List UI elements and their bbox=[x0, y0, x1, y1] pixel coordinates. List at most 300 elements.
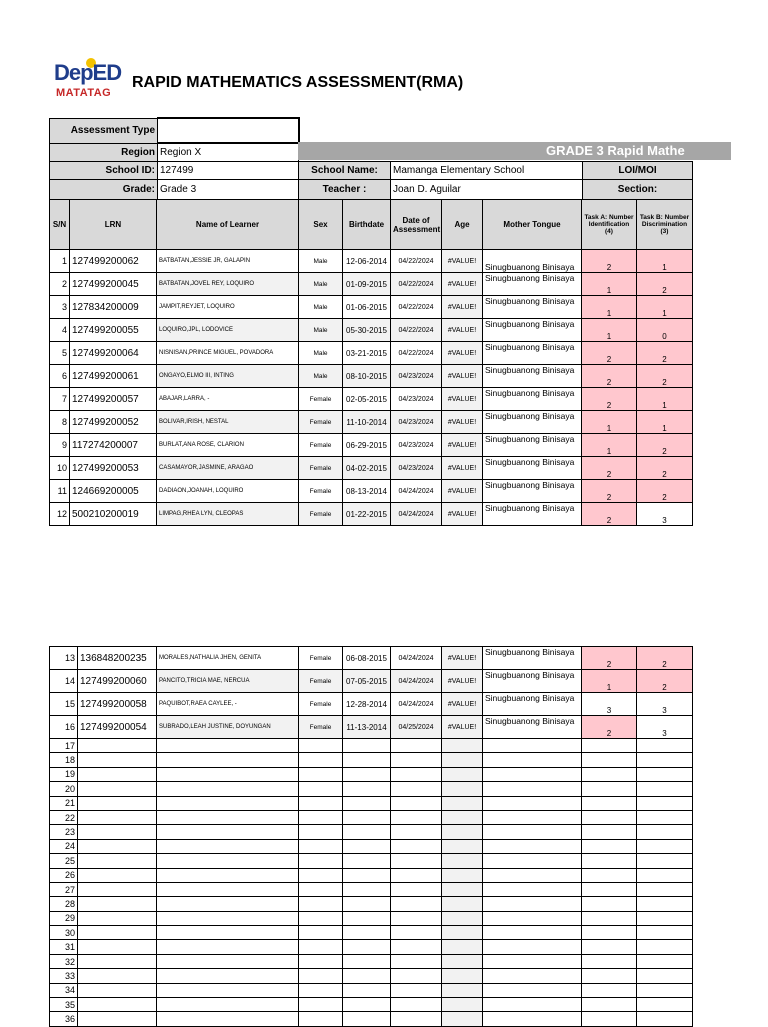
task-a-cell[interactable]: 1 bbox=[582, 434, 637, 457]
task-a-cell[interactable]: 2 bbox=[582, 647, 637, 670]
mother-tongue-cell[interactable]: Sinugbuanong Binisaya bbox=[483, 457, 582, 480]
date-cell[interactable]: 04/22/2024 bbox=[391, 273, 442, 296]
lrn-cell[interactable] bbox=[78, 753, 157, 767]
date-cell[interactable] bbox=[391, 882, 442, 896]
birthdate-cell[interactable] bbox=[343, 882, 391, 896]
task-b-cell[interactable] bbox=[637, 825, 693, 839]
date-cell[interactable]: 04/24/2024 bbox=[391, 693, 442, 716]
table-row bbox=[50, 457, 693, 480]
lrn-cell[interactable] bbox=[78, 810, 157, 824]
task-a-cell[interactable] bbox=[582, 954, 637, 968]
name-cell[interactable]: PANCITO,TRICIA MAE, NERCUA bbox=[157, 670, 299, 693]
name-cell[interactable] bbox=[157, 854, 299, 868]
date-cell[interactable] bbox=[391, 796, 442, 810]
date-cell[interactable] bbox=[391, 954, 442, 968]
sex-cell[interactable]: Male bbox=[299, 296, 343, 319]
task-a-cell[interactable] bbox=[582, 1012, 637, 1026]
birthdate-cell[interactable]: 06-08-2015 bbox=[343, 647, 391, 670]
task-a-cell[interactable]: 2 bbox=[582, 716, 637, 739]
task-a-cell[interactable] bbox=[582, 983, 637, 997]
mother-tongue-cell[interactable] bbox=[483, 739, 582, 753]
birthdate-cell[interactable]: 11-13-2014 bbox=[343, 716, 391, 739]
date-cell[interactable]: 04/23/2024 bbox=[391, 388, 442, 411]
mother-tongue-cell[interactable] bbox=[483, 926, 582, 940]
task-b-cell[interactable]: 1 bbox=[637, 411, 693, 434]
birthdate-cell[interactable]: 12-06-2014 bbox=[343, 250, 391, 273]
task-b-cell[interactable]: 1 bbox=[637, 296, 693, 319]
sex-cell[interactable] bbox=[299, 767, 343, 781]
sex-cell[interactable]: Female bbox=[299, 716, 343, 739]
mother-tongue-cell[interactable] bbox=[483, 753, 582, 767]
sex-cell[interactable] bbox=[299, 854, 343, 868]
sex-cell[interactable] bbox=[299, 739, 343, 753]
date-cell[interactable] bbox=[391, 998, 442, 1012]
date-cell[interactable]: 04/24/2024 bbox=[391, 647, 442, 670]
name-cell[interactable]: LIMPAG,RHEA LYN, CLEOPAS bbox=[157, 503, 299, 526]
birthdate-cell[interactable] bbox=[343, 854, 391, 868]
mother-tongue-cell[interactable] bbox=[483, 954, 582, 968]
date-cell[interactable] bbox=[391, 782, 442, 796]
task-b-cell[interactable]: 2 bbox=[637, 342, 693, 365]
lrn-cell[interactable]: 127499200052 bbox=[70, 411, 157, 434]
lrn-cell[interactable] bbox=[78, 882, 157, 896]
date-cell[interactable]: 04/23/2024 bbox=[391, 365, 442, 388]
date-cell[interactable] bbox=[391, 753, 442, 767]
lrn-cell[interactable] bbox=[78, 940, 157, 954]
mother-tongue-cell[interactable]: Sinugbuanong Binisaya bbox=[483, 365, 582, 388]
birthdate-cell[interactable] bbox=[343, 753, 391, 767]
mother-tongue-cell[interactable] bbox=[483, 839, 582, 853]
sex-cell[interactable]: Male bbox=[299, 342, 343, 365]
mother-tongue-cell[interactable]: Sinugbuanong Binisaya bbox=[483, 296, 582, 319]
task-a-cell[interactable] bbox=[582, 739, 637, 753]
mother-tongue-cell[interactable]: Sinugbuanong Binisaya bbox=[483, 319, 582, 342]
birthdate-cell[interactable]: 01-09-2015 bbox=[343, 273, 391, 296]
task-a-cell[interactable]: 2 bbox=[582, 480, 637, 503]
lrn-cell[interactable] bbox=[78, 954, 157, 968]
task-a-cell[interactable] bbox=[582, 868, 637, 882]
birthdate-cell[interactable] bbox=[343, 954, 391, 968]
birthdate-cell[interactable] bbox=[343, 739, 391, 753]
lrn-cell[interactable]: 127499200061 bbox=[70, 365, 157, 388]
task-a-cell[interactable]: 3 bbox=[582, 693, 637, 716]
date-cell[interactable]: 04/25/2024 bbox=[391, 716, 442, 739]
task-a-cell[interactable] bbox=[582, 767, 637, 781]
name-cell[interactable]: LOQUIRO,JPL, LODOVICE bbox=[157, 319, 299, 342]
sex-cell[interactable]: Female bbox=[299, 480, 343, 503]
birthdate-cell[interactable]: 08-10-2015 bbox=[343, 365, 391, 388]
sex-cell[interactable] bbox=[299, 782, 343, 796]
lrn-cell[interactable] bbox=[78, 839, 157, 853]
task-b-cell[interactable] bbox=[637, 810, 693, 824]
region-value[interactable]: Region X bbox=[158, 143, 299, 161]
mother-tongue-cell[interactable] bbox=[483, 854, 582, 868]
lrn-cell[interactable] bbox=[78, 897, 157, 911]
name-cell[interactable]: ABAJAR,LARRA, - bbox=[157, 388, 299, 411]
lrn-cell[interactable] bbox=[78, 998, 157, 1012]
mother-tongue-cell[interactable]: Sinugbuanong Binisaya bbox=[483, 434, 582, 457]
name-cell[interactable] bbox=[157, 810, 299, 824]
task-b-cell[interactable] bbox=[637, 796, 693, 810]
task-a-cell[interactable] bbox=[582, 796, 637, 810]
task-b-cell[interactable]: 3 bbox=[637, 503, 693, 526]
birthdate-cell[interactable] bbox=[343, 911, 391, 925]
birthdate-cell[interactable] bbox=[343, 940, 391, 954]
date-cell[interactable]: 04/22/2024 bbox=[391, 319, 442, 342]
name-cell[interactable]: CASAMAYOR,JASMINE, ARAGAO bbox=[157, 457, 299, 480]
task-a-cell[interactable]: 1 bbox=[582, 273, 637, 296]
sex-cell[interactable] bbox=[299, 753, 343, 767]
task-a-cell[interactable] bbox=[582, 969, 637, 983]
assessment-type-value[interactable] bbox=[158, 118, 299, 143]
mother-tongue-cell[interactable] bbox=[483, 911, 582, 925]
mother-tongue-cell[interactable] bbox=[483, 998, 582, 1012]
name-cell[interactable] bbox=[157, 926, 299, 940]
lrn-cell[interactable] bbox=[78, 983, 157, 997]
mother-tongue-cell[interactable] bbox=[483, 969, 582, 983]
mother-tongue-cell[interactable] bbox=[483, 810, 582, 824]
lrn-cell[interactable] bbox=[78, 854, 157, 868]
task-b-cell[interactable]: 3 bbox=[637, 716, 693, 739]
task-a-cell[interactable] bbox=[582, 882, 637, 896]
date-cell[interactable] bbox=[391, 911, 442, 925]
mother-tongue-cell[interactable] bbox=[483, 825, 582, 839]
date-cell[interactable] bbox=[391, 739, 442, 753]
name-cell[interactable]: BOLIVAR,IRISH, NESTAL bbox=[157, 411, 299, 434]
mother-tongue-cell[interactable]: Sinugbuanong Binisaya bbox=[483, 342, 582, 365]
task-a-cell[interactable]: 1 bbox=[582, 411, 637, 434]
date-cell[interactable]: 04/23/2024 bbox=[391, 434, 442, 457]
mother-tongue-cell[interactable] bbox=[483, 1012, 582, 1026]
lrn-cell[interactable]: 127499200055 bbox=[70, 319, 157, 342]
date-cell[interactable] bbox=[391, 983, 442, 997]
mother-tongue-cell[interactable]: Sinugbuanong Binisaya bbox=[483, 716, 582, 739]
date-cell[interactable] bbox=[391, 868, 442, 882]
birthdate-cell[interactable] bbox=[343, 839, 391, 853]
name-cell[interactable] bbox=[157, 998, 299, 1012]
school-name-value[interactable]: Mamanga Elementary School bbox=[391, 161, 583, 179]
birthdate-cell[interactable]: 02-05-2015 bbox=[343, 388, 391, 411]
birthdate-cell[interactable]: 04-02-2015 bbox=[343, 457, 391, 480]
birthdate-cell[interactable] bbox=[343, 767, 391, 781]
task-a-cell[interactable]: 2 bbox=[582, 503, 637, 526]
date-cell[interactable]: 04/22/2024 bbox=[391, 250, 442, 273]
sex-cell[interactable] bbox=[299, 998, 343, 1012]
task-a-cell[interactable] bbox=[582, 825, 637, 839]
name-cell[interactable] bbox=[157, 940, 299, 954]
task-b-cell[interactable]: 1 bbox=[637, 250, 693, 273]
sex-cell[interactable]: Female bbox=[299, 670, 343, 693]
birthdate-cell[interactable] bbox=[343, 998, 391, 1012]
birthdate-cell[interactable]: 08-13-2014 bbox=[343, 480, 391, 503]
task-a-cell[interactable]: 1 bbox=[582, 670, 637, 693]
task-a-cell[interactable]: 2 bbox=[582, 457, 637, 480]
task-b-cell[interactable]: 2 bbox=[637, 457, 693, 480]
name-cell[interactable] bbox=[157, 739, 299, 753]
birthdate-cell[interactable]: 05-30-2015 bbox=[343, 319, 391, 342]
task-a-cell[interactable]: 2 bbox=[582, 365, 637, 388]
lrn-cell[interactable]: 127499200045 bbox=[70, 273, 157, 296]
task-b-cell[interactable] bbox=[637, 1012, 693, 1026]
mother-tongue-cell[interactable] bbox=[483, 782, 582, 796]
sex-cell[interactable]: Male bbox=[299, 250, 343, 273]
task-a-cell[interactable]: 2 bbox=[582, 342, 637, 365]
age-cell: #VALUE! bbox=[442, 296, 483, 319]
birthdate-cell[interactable]: 11-10-2014 bbox=[343, 411, 391, 434]
task-b-cell[interactable]: 1 bbox=[637, 388, 693, 411]
task-b-cell[interactable] bbox=[637, 882, 693, 896]
date-cell[interactable]: 04/23/2024 bbox=[391, 457, 442, 480]
name-cell[interactable] bbox=[157, 882, 299, 896]
task-a-cell[interactable] bbox=[582, 926, 637, 940]
lrn-cell[interactable] bbox=[78, 825, 157, 839]
name-cell[interactable]: BATBATAN,JOVEL REY, LOQUIRO bbox=[157, 273, 299, 296]
birthdate-cell[interactable] bbox=[343, 1012, 391, 1026]
birthdate-cell[interactable] bbox=[343, 926, 391, 940]
mother-tongue-cell[interactable]: Sinugbuanong Binisaya bbox=[483, 388, 582, 411]
name-cell[interactable] bbox=[157, 753, 299, 767]
task-a-cell[interactable]: 1 bbox=[582, 296, 637, 319]
task-a-cell[interactable] bbox=[582, 854, 637, 868]
mother-tongue-cell[interactable]: Sinugbuanong Binisaya bbox=[483, 670, 582, 693]
mother-tongue-cell[interactable] bbox=[483, 767, 582, 781]
name-cell[interactable] bbox=[157, 839, 299, 853]
sex-cell[interactable] bbox=[299, 882, 343, 896]
sex-cell[interactable] bbox=[299, 1012, 343, 1026]
name-cell[interactable] bbox=[157, 825, 299, 839]
lrn-cell[interactable]: 127499200060 bbox=[78, 670, 157, 693]
date-cell[interactable] bbox=[391, 767, 442, 781]
lrn-cell[interactable] bbox=[78, 782, 157, 796]
lrn-cell[interactable] bbox=[78, 969, 157, 983]
birthdate-cell[interactable] bbox=[343, 983, 391, 997]
task-b-cell[interactable]: 2 bbox=[637, 434, 693, 457]
task-a-cell[interactable]: 2 bbox=[582, 388, 637, 411]
sex-cell[interactable] bbox=[299, 868, 343, 882]
date-cell[interactable] bbox=[391, 839, 442, 853]
birthdate-cell[interactable] bbox=[343, 868, 391, 882]
date-cell[interactable] bbox=[391, 969, 442, 983]
task-b-cell[interactable] bbox=[637, 954, 693, 968]
name-cell[interactable]: ONGAYO,ELMO III, INTING bbox=[157, 365, 299, 388]
lrn-cell[interactable] bbox=[78, 911, 157, 925]
sn-cell: 18 bbox=[50, 753, 78, 767]
task-a-cell[interactable] bbox=[582, 940, 637, 954]
task-a-cell[interactable]: 1 bbox=[582, 319, 637, 342]
task-b-cell[interactable] bbox=[637, 926, 693, 940]
sex-cell[interactable] bbox=[299, 810, 343, 824]
sex-cell[interactable] bbox=[299, 911, 343, 925]
lrn-cell[interactable] bbox=[78, 926, 157, 940]
sex-cell[interactable] bbox=[299, 825, 343, 839]
lrn-cell[interactable]: 136848200235 bbox=[78, 647, 157, 670]
lrn-cell[interactable]: 127499200053 bbox=[70, 457, 157, 480]
date-cell[interactable]: 04/22/2024 bbox=[391, 342, 442, 365]
sex-cell[interactable]: Female bbox=[299, 647, 343, 670]
sex-cell[interactable] bbox=[299, 969, 343, 983]
birthdate-cell[interactable]: 01-06-2015 bbox=[343, 296, 391, 319]
mother-tongue-cell[interactable] bbox=[483, 983, 582, 997]
task-a-cell[interactable] bbox=[582, 753, 637, 767]
sex-cell[interactable] bbox=[299, 954, 343, 968]
task-b-cell[interactable]: 2 bbox=[637, 365, 693, 388]
sex-cell[interactable]: Male bbox=[299, 273, 343, 296]
lrn-cell[interactable]: 127499200058 bbox=[78, 693, 157, 716]
task-b-cell[interactable]: 2 bbox=[637, 647, 693, 670]
lrn-cell[interactable] bbox=[78, 739, 157, 753]
birthdate-cell[interactable] bbox=[343, 897, 391, 911]
birthdate-cell[interactable] bbox=[343, 969, 391, 983]
task-b-cell[interactable] bbox=[637, 854, 693, 868]
task-b-cell[interactable] bbox=[637, 753, 693, 767]
mother-tongue-cell[interactable]: Sinugbuanong Binisaya bbox=[483, 273, 582, 296]
school-id-value[interactable]: 127499 bbox=[158, 161, 299, 179]
name-cell[interactable]: BURLAT,ANA ROSE, CLARION bbox=[157, 434, 299, 457]
mother-tongue-cell[interactable] bbox=[483, 868, 582, 882]
task-b-cell[interactable] bbox=[637, 839, 693, 853]
name-cell[interactable] bbox=[157, 767, 299, 781]
birthdate-cell[interactable] bbox=[343, 796, 391, 810]
lrn-cell[interactable]: 127499200054 bbox=[78, 716, 157, 739]
name-cell[interactable] bbox=[157, 911, 299, 925]
date-cell[interactable] bbox=[391, 810, 442, 824]
task-a-cell[interactable] bbox=[582, 782, 637, 796]
task-b-cell[interactable] bbox=[637, 897, 693, 911]
lrn-cell[interactable]: 127499200064 bbox=[70, 342, 157, 365]
sn-cell: 31 bbox=[50, 940, 78, 954]
teacher-value[interactable]: Joan D. Aguilar bbox=[391, 179, 583, 200]
lrn-cell[interactable]: 117274200007 bbox=[70, 434, 157, 457]
birthdate-cell[interactable] bbox=[343, 782, 391, 796]
task-b-cell[interactable]: 0 bbox=[637, 319, 693, 342]
mother-tongue-cell[interactable] bbox=[483, 940, 582, 954]
sex-cell[interactable]: Female bbox=[299, 411, 343, 434]
name-cell[interactable] bbox=[157, 1012, 299, 1026]
task-a-cell[interactable] bbox=[582, 897, 637, 911]
mother-tongue-cell[interactable] bbox=[483, 796, 582, 810]
mother-tongue-cell[interactable]: Sinugbuanong Binisaya bbox=[483, 480, 582, 503]
task-b-cell[interactable] bbox=[637, 940, 693, 954]
task-a-cell[interactable] bbox=[582, 839, 637, 853]
mother-tongue-cell[interactable]: Sinugbuanong Binisaya bbox=[483, 411, 582, 434]
date-cell[interactable] bbox=[391, 825, 442, 839]
mother-tongue-cell[interactable]: Sinugbuanong Binisaya bbox=[483, 693, 582, 716]
name-cell[interactable] bbox=[157, 954, 299, 968]
mother-tongue-cell[interactable]: Sinugbuanong Binisaya bbox=[483, 647, 582, 670]
task-a-cell[interactable] bbox=[582, 911, 637, 925]
lrn-cell[interactable]: 500210200019 bbox=[70, 503, 157, 526]
mother-tongue-cell[interactable] bbox=[483, 897, 582, 911]
name-cell[interactable]: DADIAON,JOANAH, LOQUIRO bbox=[157, 480, 299, 503]
name-cell[interactable]: JAMPIT,REYJET, LOQUIRO bbox=[157, 296, 299, 319]
task-b-cell[interactable]: 2 bbox=[637, 480, 693, 503]
lrn-cell[interactable] bbox=[78, 796, 157, 810]
task-b-cell[interactable]: 2 bbox=[637, 670, 693, 693]
sex-cell[interactable]: Female bbox=[299, 693, 343, 716]
sex-cell[interactable] bbox=[299, 983, 343, 997]
birthdate-cell[interactable]: 12-28-2014 bbox=[343, 693, 391, 716]
task-b-cell[interactable]: 2 bbox=[637, 273, 693, 296]
task-b-cell[interactable] bbox=[637, 767, 693, 781]
name-cell[interactable]: MORALES,NATHALIA JHEN, GENITA bbox=[157, 647, 299, 670]
birthdate-cell[interactable]: 01-22-2015 bbox=[343, 503, 391, 526]
name-cell[interactable]: NISNISAN,PRINCE MIGUEL, POVADORA bbox=[157, 342, 299, 365]
task-b-cell[interactable] bbox=[637, 782, 693, 796]
task-b-cell[interactable] bbox=[637, 969, 693, 983]
name-cell[interactable]: BATBATAN,JESSIE JR, GALAPIN bbox=[157, 250, 299, 273]
birthdate-cell[interactable] bbox=[343, 810, 391, 824]
date-cell[interactable] bbox=[391, 897, 442, 911]
lrn-cell[interactable]: 127499200057 bbox=[70, 388, 157, 411]
name-cell[interactable] bbox=[157, 969, 299, 983]
date-cell[interactable] bbox=[391, 1012, 442, 1026]
sex-cell[interactable]: Male bbox=[299, 365, 343, 388]
task-b-cell[interactable] bbox=[637, 739, 693, 753]
birthdate-cell[interactable] bbox=[343, 825, 391, 839]
birthdate-cell[interactable]: 03-21-2015 bbox=[343, 342, 391, 365]
learner-table bbox=[49, 199, 693, 526]
lrn-cell[interactable] bbox=[78, 1012, 157, 1026]
task-b-cell[interactable] bbox=[637, 983, 693, 997]
date-cell[interactable]: 04/23/2024 bbox=[391, 411, 442, 434]
task-a-cell[interactable] bbox=[582, 998, 637, 1012]
task-b-cell[interactable] bbox=[637, 911, 693, 925]
sex-cell[interactable]: Male bbox=[299, 319, 343, 342]
sex-cell[interactable]: Female bbox=[299, 388, 343, 411]
sex-cell[interactable]: Female bbox=[299, 503, 343, 526]
lrn-cell[interactable]: 127499200062 bbox=[70, 250, 157, 273]
date-cell[interactable]: 04/22/2024 bbox=[391, 296, 442, 319]
sex-cell[interactable] bbox=[299, 940, 343, 954]
date-cell[interactable]: 04/24/2024 bbox=[391, 670, 442, 693]
date-cell[interactable]: 04/24/2024 bbox=[391, 503, 442, 526]
name-cell[interactable] bbox=[157, 983, 299, 997]
name-cell[interactable]: PAQUIBOT,RAEA CAYLEE, - bbox=[157, 693, 299, 716]
birthdate-cell[interactable]: 07-05-2015 bbox=[343, 670, 391, 693]
name-cell[interactable] bbox=[157, 897, 299, 911]
sex-cell[interactable] bbox=[299, 926, 343, 940]
task-a-cell[interactable] bbox=[582, 810, 637, 824]
date-cell[interactable]: 04/24/2024 bbox=[391, 480, 442, 503]
date-cell[interactable] bbox=[391, 940, 442, 954]
sex-cell[interactable] bbox=[299, 897, 343, 911]
birthdate-cell[interactable]: 06-29-2015 bbox=[343, 434, 391, 457]
name-cell[interactable]: SUBRADO,LEAH JUSTINE, DOYUNGAN bbox=[157, 716, 299, 739]
date-cell[interactable] bbox=[391, 854, 442, 868]
task-b-cell[interactable] bbox=[637, 868, 693, 882]
name-cell[interactable] bbox=[157, 796, 299, 810]
grade-value[interactable]: Grade 3 bbox=[158, 179, 299, 200]
date-cell[interactable] bbox=[391, 926, 442, 940]
sex-cell[interactable]: Female bbox=[299, 457, 343, 480]
mother-tongue-cell[interactable]: Sinugbuanong Binisaya bbox=[483, 503, 582, 526]
lrn-cell[interactable]: 124669200005 bbox=[70, 480, 157, 503]
sex-cell[interactable] bbox=[299, 796, 343, 810]
task-b-cell[interactable] bbox=[637, 998, 693, 1012]
name-cell[interactable] bbox=[157, 868, 299, 882]
task-b-cell[interactable]: 3 bbox=[637, 693, 693, 716]
sex-cell[interactable] bbox=[299, 839, 343, 853]
name-cell[interactable] bbox=[157, 782, 299, 796]
lrn-cell[interactable]: 127834200009 bbox=[70, 296, 157, 319]
mother-tongue-cell[interactable] bbox=[483, 882, 582, 896]
lrn-cell[interactable] bbox=[78, 767, 157, 781]
mother-tongue-cell[interactable]: Sinugbuanong Binisaya bbox=[483, 250, 582, 273]
sex-cell[interactable]: Female bbox=[299, 434, 343, 457]
lrn-cell[interactable] bbox=[78, 868, 157, 882]
sn-cell: 20 bbox=[50, 782, 78, 796]
task-a-cell[interactable]: 2 bbox=[582, 250, 637, 273]
